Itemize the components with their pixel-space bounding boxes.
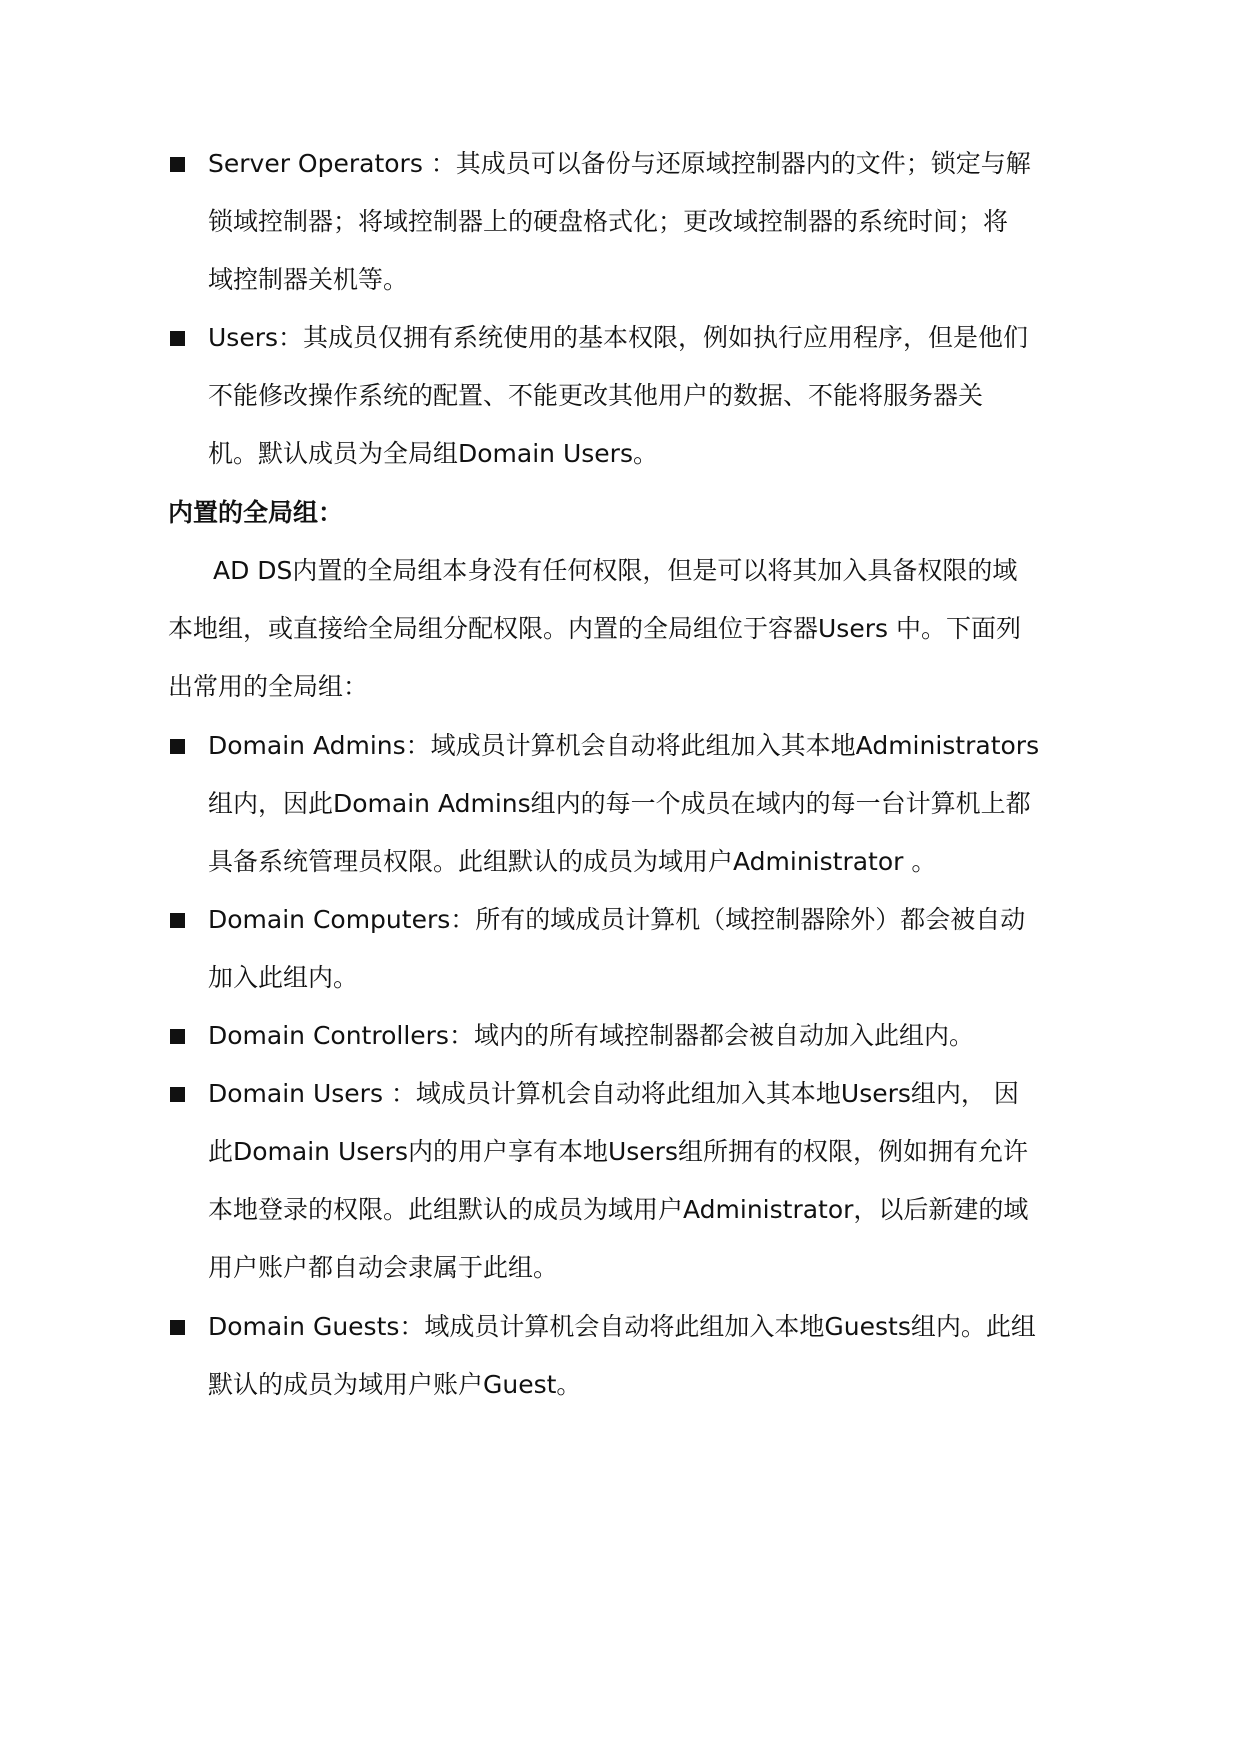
server-operators-line-3: 域控制器关机等。: [208, 265, 409, 294]
domain-users-line-2: 此Domain Users内的用户享有本地Users组所拥有的权限，例如拥有允许: [208, 1137, 1028, 1166]
domain-computers-line-1: Domain Computers：所有的域成员计算机（域控制器除外）都会被自动: [208, 905, 1026, 934]
domain-users-line-1: Domain Users ：域成员计算机会自动将此组加入其本地Users组内， 因: [208, 1079, 1019, 1108]
domain-admins-line-1: Domain Admins：域成员计算机会自动将此组加入其本地Administrators: [208, 731, 1040, 760]
server-operators-line-2: 锁域控制器；将域控制器上的硬盘格式化；更改域控制器的系统时间；将: [208, 207, 1009, 236]
users-line-1: Users：其成员仅拥有系统使用的基本权限，例如执行应用程序，但是他们: [208, 323, 1029, 352]
domain-computers-line-2: 加入此组内。: [208, 963, 359, 992]
bullet-marker: [170, 157, 185, 172]
domain-admins-line-2: 组内，因此Domain Admins组内的每一个成员在域内的每一台计算机上都: [208, 789, 1031, 818]
domain-controllers-line-1: Domain Controllers：域内的所有域控制器都会被自动加入此组内。: [208, 1021, 974, 1050]
server-operators-line-1: Server Operators ：其成员可以备份与还原域控制器内的文件；锁定与解: [208, 149, 1031, 178]
bullet-marker: [170, 913, 185, 928]
bullet-marker: [170, 739, 185, 754]
domain-guests-line-2: 默认的成员为域用户账户Guest。: [208, 1370, 582, 1399]
bullet-marker: [170, 1029, 185, 1044]
users-line-2: 不能修改操作系统的配置、不能更改其他用户的数据、不能将服务器关: [208, 381, 984, 410]
domain-users-line-4: 用户账户都自动会隶属于此组。: [208, 1253, 559, 1282]
bullet-marker: [170, 1087, 185, 1102]
intro-line-1: AD DS内置的全局组本身没有任何权限，但是可以将其加入具备权限的域: [213, 556, 1018, 585]
builtin-global-heading: 内置的全局组：: [168, 498, 344, 527]
bullet-marker: [170, 331, 185, 346]
domain-admins-line-3: 具备系统管理员权限。此组默认的成员为域用户Administrator 。: [208, 847, 937, 876]
intro-line-3: 出常用的全局组：: [168, 672, 369, 701]
domain-guests-line-1: Domain Guests：域成员计算机会自动将此组加入本地Guests组内。此组: [208, 1312, 1036, 1341]
users-line-3: 机。默认成员为全局组Domain Users。: [208, 439, 658, 468]
bullet-marker: [170, 1320, 185, 1335]
domain-users-line-3: 本地登录的权限。此组默认的成员为域用户Administrator，以后新建的域: [208, 1195, 1029, 1224]
intro-line-2: 本地组，或直接给全局组分配权限。内置的全局组位于容器Users 中。下面列: [168, 614, 1021, 643]
